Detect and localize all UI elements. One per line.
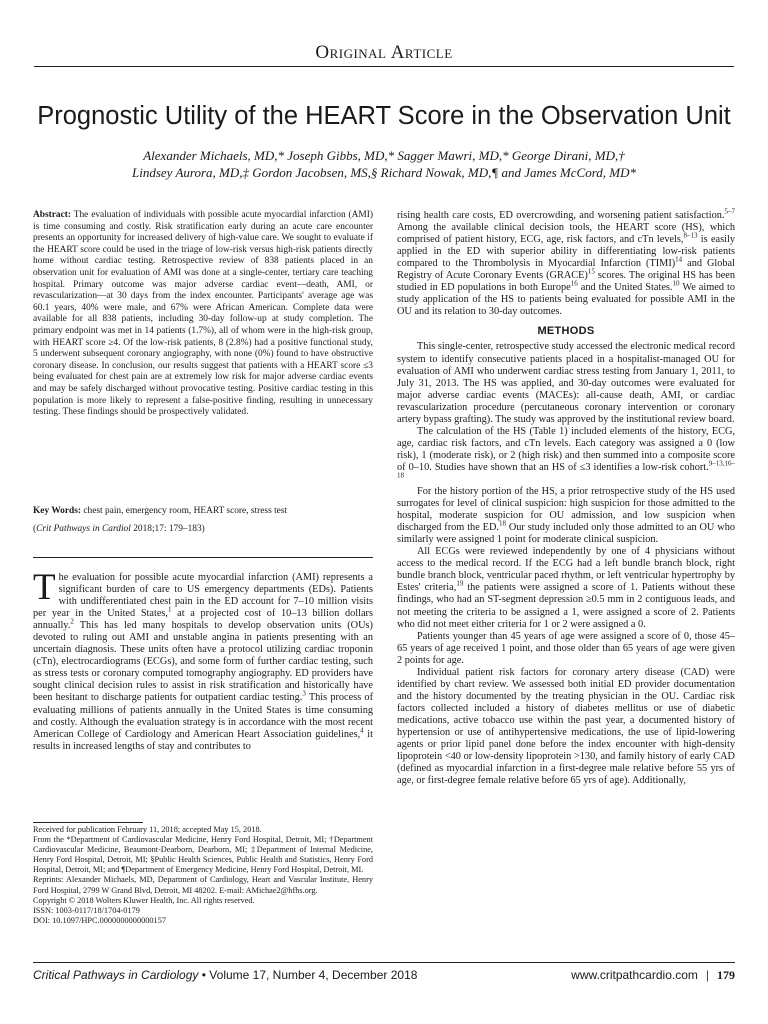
footnote-copyright: Copyright © 2018 Wolters Kluwer Health, Inc. All rights reserved.	[33, 895, 255, 905]
methods-paragraph-5: Patients younger than 45 years of age were assigned a score of 0, those 45–65 years of age received 1 point, and those older than 65 years of age were given 2 points for age.	[397, 630, 735, 666]
abstract	[33, 210, 373, 419]
footer-bullet: •	[201, 968, 206, 982]
footer-right	[571, 968, 735, 983]
page-number: 179	[717, 968, 735, 982]
footnote-affiliations: From the *Department of Cardiovascular Medicine, Henry Ford Hospital, Detroit, MI; †Department Cardiovascular Medicine, Beaumont-Dearborn, Dearborn, MI; ‡Department of Internal Medicine, Henry Ford Hospital, Detroit, MI; §Public Health Sciences, Public Health and Statistics, Henry Ford Hospital, Detroit, MI; and ¶Department of Emergency Medicine, Henry Ford Hospital, Detroit, MI.	[33, 835, 373, 875]
footer-rule	[33, 962, 735, 963]
intro-text-a: he evaluation for possible acute myocardial infarction (AMI) represents a significant burden of care to US emergency departments (EDs). Patients with undifferentiated chest pain in the ED account for 7–10 million visits per year in the United States,	[33, 572, 373, 620]
intro-text-b: at a projected cost of 10–13 billion dollars annually.	[33, 608, 373, 632]
introduction	[33, 567, 373, 753]
methods-paragraph-1: This single-center, retrospective study accessed the electronic medical record system to identify consecutive patients placed in a hospitalist-managed OU for evaluation of AMI who underwent cardiac stress testing from January 1, 2011, to July 31, 2013. The HS was applied, and 30-day outcomes were evaluated for major adverse cardiac events (MACEs): all-cause death, AMI, or cardiac revascularization procedure (percutaneous coronary intervention or coronary artery bypass grafting). The study was approved by the institutional review board.	[397, 341, 735, 425]
abstract-label: Abstract:	[33, 210, 72, 220]
ref-sup: 1	[168, 605, 172, 614]
footnote-doi: DOI: 10.1097/HPC.0000000000000157	[33, 915, 166, 925]
ref-sup: 4	[360, 726, 364, 735]
article-title: Prognostic Utility of the HEART Score in the Observation Unit	[37, 102, 731, 130]
methods-paragraph-2: The calculation of the HS (Table 1) included elements of the history, ECG, age, cardiac risk factors, and cTn levels. Each category was assigned a 0 (low risk), 1 (moderate risk), or 2 (high risk) and then summed into a composite score of 0–10. Studies have shown that an HS of ≤3 identifies a low-risk cohort.$^{9-13,16-18}$	[397, 425, 735, 480]
author-list	[0, 147, 768, 181]
footer-issue: Volume 17, Number 4, December 2018	[209, 968, 418, 982]
footnotes	[33, 825, 373, 926]
author-line-2: Lindsey Aurora, MD,‡ Gordon Jacobsen, MS,§ Richard Nowak, MD,¶ and James McCord, MD*	[132, 165, 636, 180]
keywords-text: chest pain, emergency room, HEART score, stress test	[83, 506, 288, 516]
footer-journal-info	[33, 968, 417, 982]
methods-paragraph-3: For the history portion of the HS, a prior retrospective study of the HS used surrogates for level of clinical suspicion: high suspicion for those admitted to the hospital, moderate suspicion for OU admission, and low suspicion when discharged from the ED.$^{18}$ Our study included only those admitted to an OU who similarly were assigned 1 point for moderate clinical suspicion.	[397, 486, 735, 546]
methods-heading: METHODS	[537, 325, 595, 338]
footnote-issn: ISSN: 1003-0117/18/1704-0179	[33, 905, 140, 915]
intro-text-e: it results in increased lengths of stay and contributes to	[33, 728, 373, 752]
intro-continued: rising health care costs, ED overcrowding, and worsening patient satisfaction.$^{5-7}$ Among the available clinical decision tools, the HEART score (HS), which comprised of patient history, ECG, age, risk factors, and cTn levels,$^{8-13}$ is easily applied in the ED with superior ability in differentiating low-risk patients compared to the Thrombolysis in Myocardial Infarction (TIMI)$^{14}$ and Global Registry of Acute Coronary Events (GRACE)$^{15}$ scores. The original HS has been studied in ED populations in both Europe$^{16}$ and the United States.$^{10}$ We aimed to study application of the HS to patients being evaluated for possible AMI in the OU and its relation to 30-day outcomes.	[397, 207, 736, 318]
intro-text-d: This process of evaluating millions of patients annually in the United States is time consuming and costly. Although the evaluation strategy is in accordance with the most recent American College of Cardiology and American Heart Association guidelines,	[33, 692, 373, 740]
footer-separator: |	[705, 968, 709, 982]
footnote-received: Received for publication February 11, 2018; accepted May 15, 2018.	[33, 825, 262, 834]
right-column	[397, 207, 736, 787]
intro-text-c: This has led many hospitals to develop observation units (OUs) devoted to ruling out AMI and unstable angina in patients presenting with an uncertain diagnosis. These units often have a protocol utilizing cardiac troponin (cTn), electrocardiograms (ECGs), and some form of further cardiac testing, such as stress tests or coronary computed tomography angiography. ED providers have sought clinical decision rules to assist in risk stratification and historically have been hesitant to discharge patients for outpatient cardiac testing.	[33, 620, 373, 704]
footnote-rule	[33, 822, 143, 823]
abstract-rule	[33, 557, 373, 558]
citation-journal: Crit Pathways in Cardiol	[36, 524, 131, 534]
footer-journal: Critical Pathways in Cardiology	[33, 968, 199, 982]
author-line-1: Alexander Michaels, MD,* Joseph Gibbs, MD,* Sagger Mawri, MD,* George Dirani, MD,†	[143, 148, 625, 163]
methods-paragraph-6: Individual patient risk factors for coronary artery disease (CAD) were identified by chart review. We assessed both initial ED provider documentation and the history documented by the treating physician in the OU. Cardiac risk factors collected included a history of diabetes mellitus or use of diabetic medications, active tobacco use within the past year, a documented history of hypertension or use of antihypertensive medications, the use of lipid-lowering agents or prior lipid panel done before the index encounter with high-density lipoprotein <40 or low-density lipoprotein >130, and family history of early CAD (defined as myocardial infarction in a first-degree male relative before 55 yrs of age, or first-degree female relative before 65 yrs of age). Additionally,	[397, 666, 735, 787]
header-rule	[34, 66, 734, 67]
keywords	[33, 506, 373, 518]
drop-cap: T	[33, 567, 56, 608]
abstract-text: The evaluation of individuals with possible acute myocardial infarction (AMI) is time consuming and costly. Risk stratification early during an acute care encounter presents an opportunity for increased delivery of high-value care. We sought to evaluate if the HEART score could be used in the triage of low-risk versus high-risk patients directly home without cardiac testing. Retrospective review of 838 patients placed in an observation unit for evaluation of AMI was done at a single-center, tertiary care teaching hospital. Primary outcome was major adverse cardiac event—death, AMI, or revascularization—at 30 days from the index encounter. Participants' average age was 60.1 years, 40% were male, and 67% were African American. Complete data were available for all 838 patients, including 30-day follow-up at study completion. The primary endpoint was met in 14 patients (1.7%), all of whom were in the high-risk group, with HEART score ≥4. Of the low-risk patients, 8 (2.8%) had a positive functional study, 5 underwent subsequent coronary angiography, with none (0%) found to have obstructive coronary disease. In conclusion, our results suggest that patients with a HEART score ≤3 being evaluated for chest pain are at extremely low risk for major adverse cardiac events and may be safely discharged without provocative testing. Positive cardiac testing in this population is more likely to represent a false-positive finding, resulting in unnecessary testing. These findings should be prospectively validated.	[33, 210, 373, 418]
page-footer	[33, 968, 735, 984]
keywords-label: Key Words:	[33, 506, 82, 516]
footer-website[interactable]: www.critpathcardio.com	[571, 968, 698, 982]
citation	[33, 524, 373, 536]
ref-sup: 3	[302, 690, 306, 699]
section-label-text: Original Article	[315, 42, 453, 63]
citation-open: (	[33, 524, 37, 534]
methods-paragraph-4: All ECGs were reviewed independently by one of 4 physicians without access to the medical record. If the ECG had a left bundle branch block, right bundle branch block, ventricular paced rhythm, or left ventricular hypertrophy by Estes' criteria,$^{19}$ the patients were assigned a score of 1. Patients without these findings, who had an ST-segment depression ≥0.5 mm in 2 contiguous leads, and not meeting the criteria to be assigned a 1, were assigned a score of 2. Patients who did not meet either criteria for 1 or 2 were assigned a 0.	[397, 546, 736, 630]
section-label	[0, 42, 768, 64]
citation-rest: 2018;17: 179–183)	[130, 524, 205, 534]
footnote-reprints: Reprints: Alexander Michaels, MD, Department of Cardiology, Heart and Vascular Institute, Henry Ford Hospital, 2799 W Grand Blvd, Detroit, MI 48202. E-mail: AMichae2@hfhs.org.	[33, 875, 373, 895]
ref-sup: 2	[70, 617, 74, 626]
